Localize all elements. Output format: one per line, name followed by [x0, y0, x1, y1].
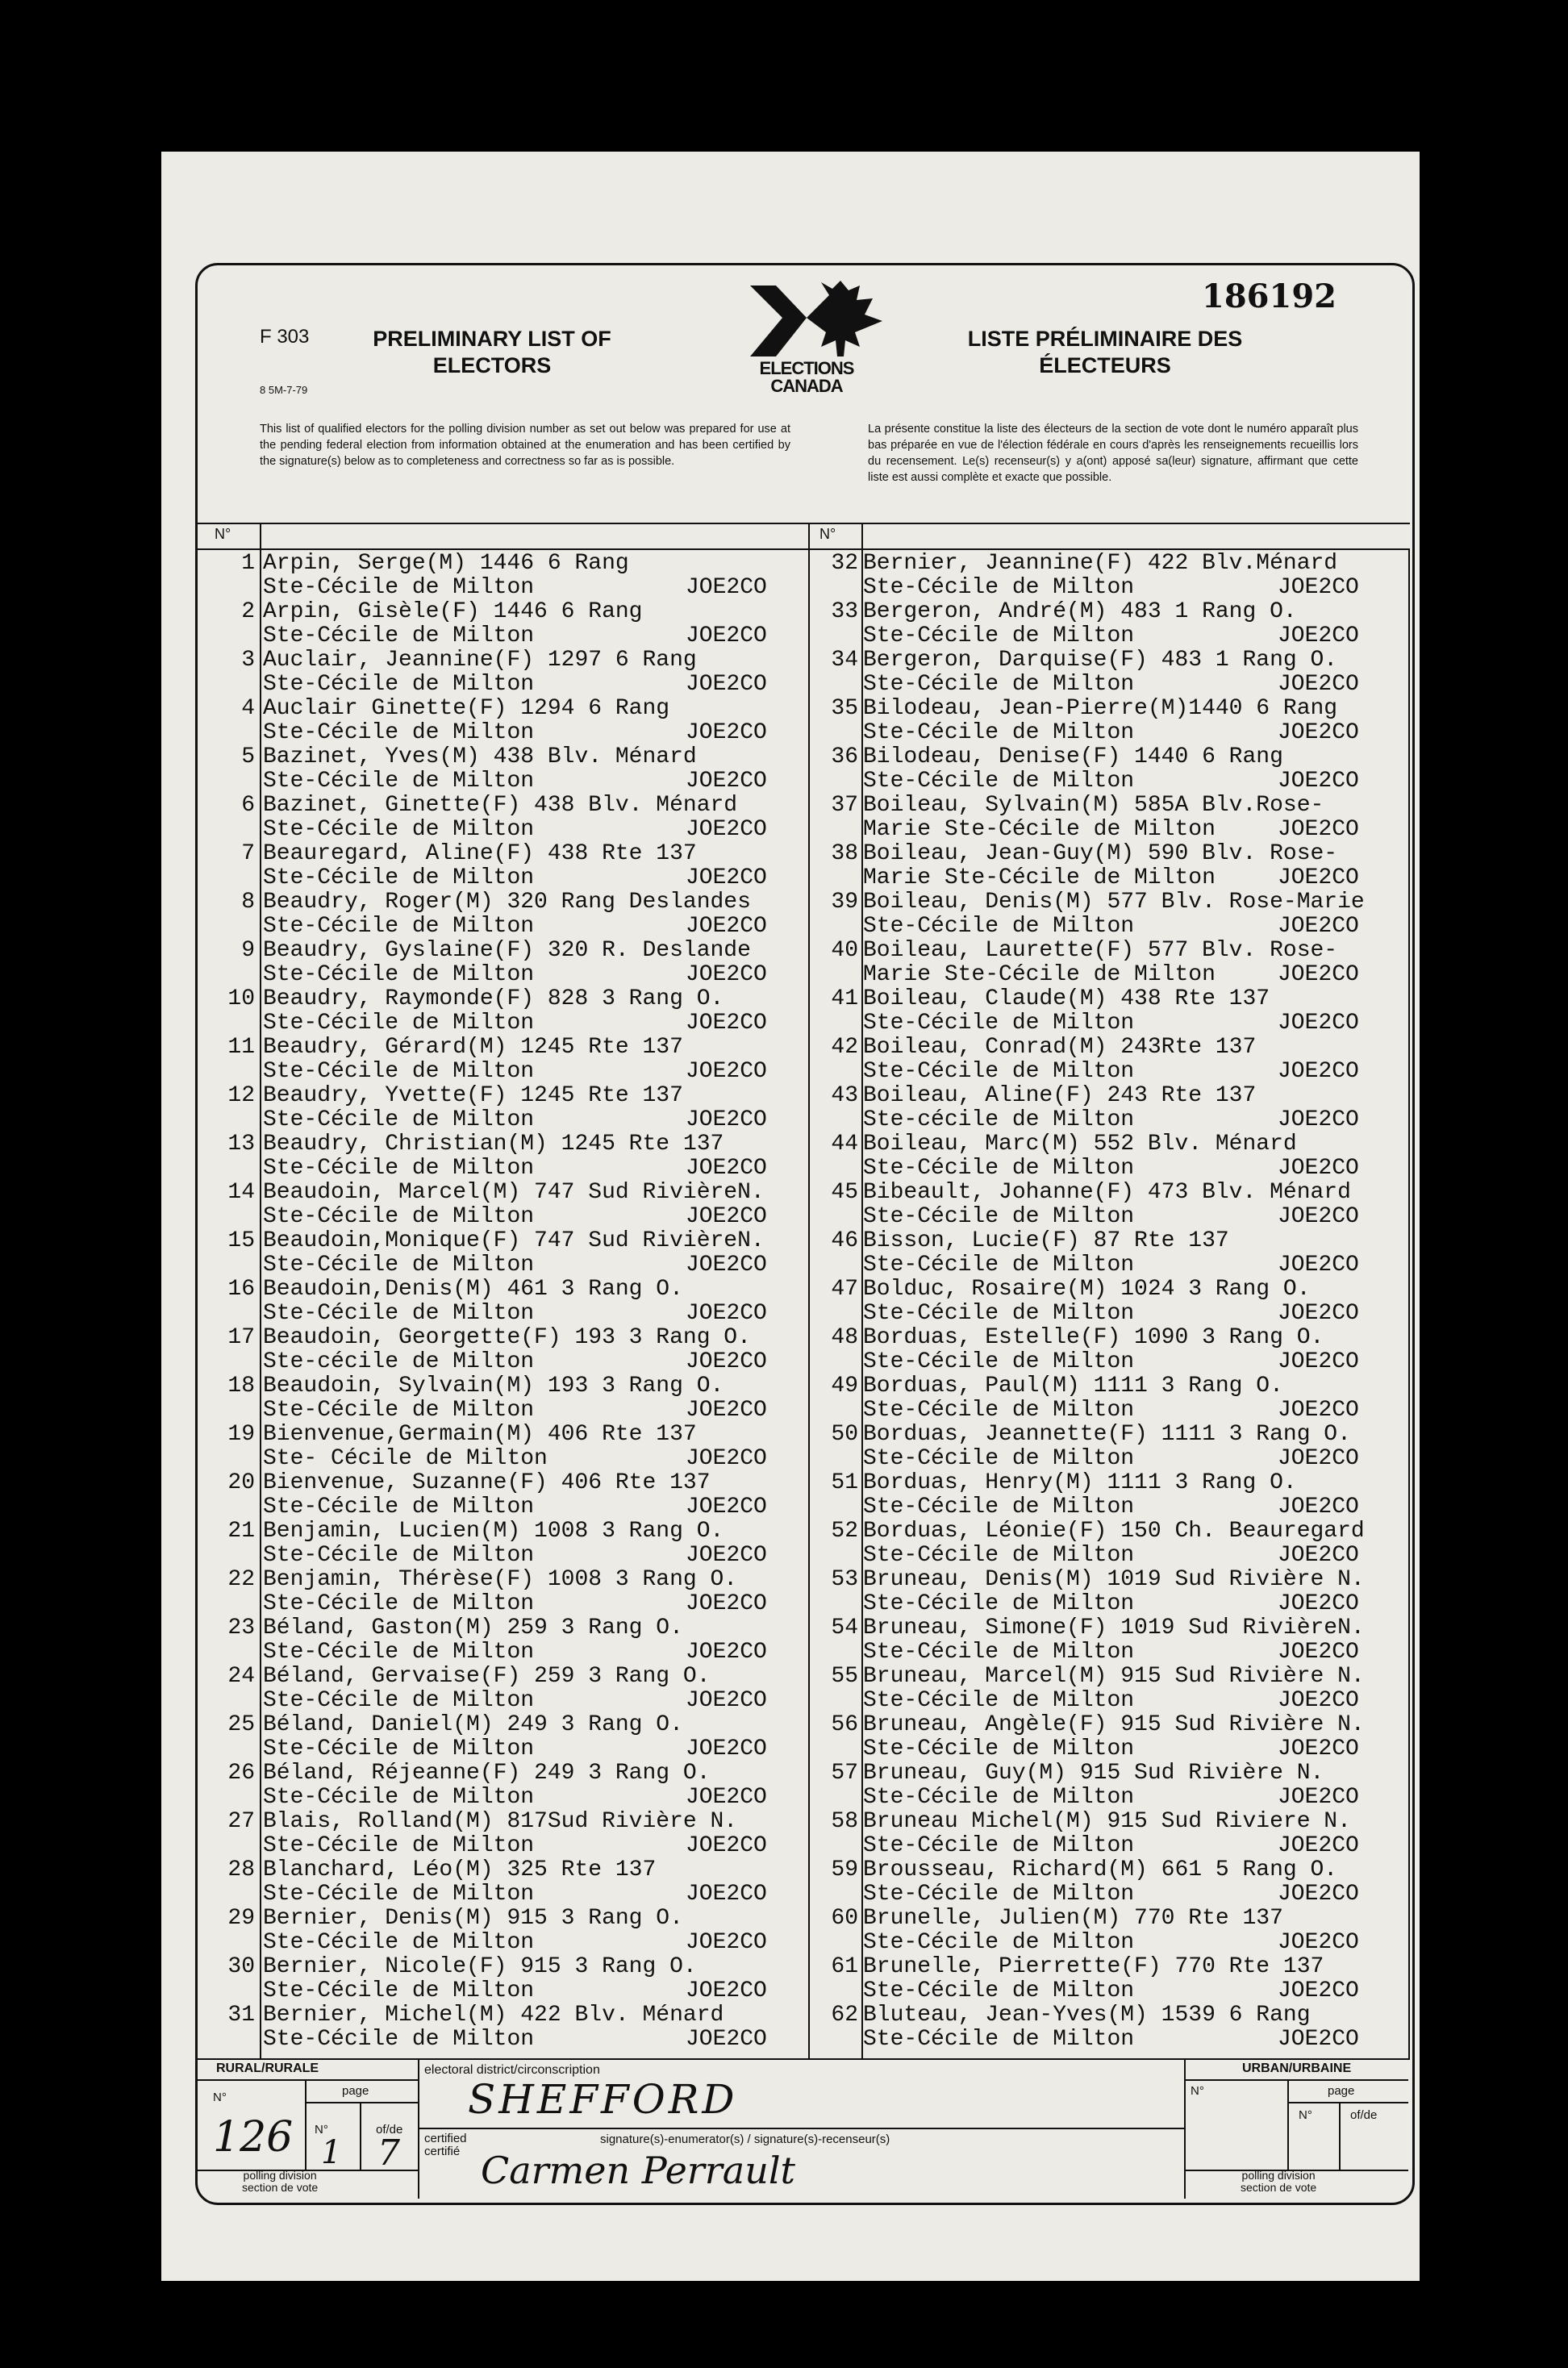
page-total-handwritten: 7 [377, 2132, 400, 2174]
left-number-header: N° [215, 526, 231, 542]
urban-page-no-label: N° [1299, 2108, 1312, 2122]
footer-top-rule [197, 2058, 1410, 2060]
elector-municipality: Ste-Cécile de Milton [863, 1011, 1135, 1036]
elector-municipality: Ste-cécile de Milton [263, 1349, 535, 1374]
elector-municipality: Ste-Cécile de Milton [863, 1495, 1135, 1520]
elector-postal-code: JOE2CO [1278, 1204, 1359, 1229]
elector-municipality: Ste-Cécile de Milton [263, 1398, 535, 1423]
elector-municipality: Ste-Cécile de Milton [863, 1156, 1135, 1181]
elector-municipality: Ste-Cécile de Milton [263, 1833, 535, 1858]
elector-number: 29 [227, 1906, 255, 1931]
elector-number: 39 [831, 890, 858, 915]
elector-number: 57 [831, 1761, 858, 1786]
elector-name-address: Bolduc, Rosaire(M) 1024 3 Rang O. [863, 1277, 1311, 1302]
elector-name-address: Bruneau, Marcel(M) 915 Sud Rivière N. [863, 1664, 1365, 1689]
elector-name-address: Boileau, Conrad(M) 243Rte 137 [863, 1035, 1257, 1060]
elector-postal-code: JOE2CO [1278, 1398, 1359, 1423]
elector-municipality: Ste-Cécile de Milton [863, 914, 1135, 939]
enumerator-signature: Carmen Perrault [481, 2149, 796, 2192]
elector-municipality: Ste-Cécile de Milton [863, 1253, 1135, 1278]
rural-rule [197, 2079, 418, 2081]
elector-name-address: Benjamin, Thérèse(F) 1008 3 Rang O. [263, 1567, 738, 1592]
elector-municipality: Ste-Cécile de Milton [263, 1253, 535, 1278]
elector-postal-code: JOE2CO [686, 914, 767, 939]
elector-name-address: Arpin, Gisèle(F) 1446 6 Rang [263, 599, 643, 624]
elector-number: 10 [227, 986, 255, 1011]
elector-number: 18 [227, 1374, 255, 1399]
elector-number: 22 [227, 1567, 255, 1592]
elector-postal-code: JOE2CO [1278, 1978, 1359, 2003]
elector-number: 48 [831, 1325, 858, 1350]
elector-number: 59 [831, 1857, 858, 1882]
elector-municipality: Ste-Cécile de Milton [263, 1059, 535, 1084]
urban-rule [1184, 2079, 1408, 2081]
elector-name-address: Beaudry, Raymonde(F) 828 3 Rang O. [263, 986, 724, 1011]
elector-number: 52 [831, 1519, 858, 1544]
district-rule [418, 2128, 1184, 2129]
elector-name-address: Bilodeau, Denise(F) 1440 6 Rang [863, 744, 1283, 769]
elector-name-address: Beaudoin,Denis(M) 461 3 Rang O. [263, 1277, 683, 1302]
elector-municipality: Ste-Cécile de Milton [863, 1398, 1135, 1423]
elector-number: 24 [227, 1664, 255, 1689]
elector-postal-code: JOE2CO [1278, 1543, 1359, 1568]
urban-page-divider [1339, 2102, 1341, 2170]
elector-municipality: Ste- Cécile de Milton [263, 1446, 548, 1471]
elector-name-address: Bazinet, Yves(M) 438 Blv. Ménard [263, 744, 697, 769]
elector-name-address: Beaudoin, Marcel(M) 747 Sud RivièreN. [263, 1180, 765, 1205]
elector-postal-code: JOE2CO [686, 623, 767, 648]
elector-number: 44 [831, 1132, 858, 1157]
elector-number: 20 [227, 1470, 255, 1495]
elector-name-address: Brunelle, Pierrette(F) 770 Rte 137 [863, 1954, 1324, 1979]
elector-number: 2 [241, 599, 255, 624]
elector-number: 62 [831, 2003, 858, 2028]
elector-number: 12 [227, 1083, 255, 1108]
elector-number: 41 [831, 986, 858, 1011]
elector-name-address: Béland, Daniel(M) 249 3 Rang O. [263, 1712, 683, 1737]
elector-number: 36 [831, 744, 858, 769]
elector-municipality: Ste-Cécile de Milton [863, 1543, 1135, 1568]
elector-name-address: Bisson, Lucie(F) 87 Rte 137 [863, 1228, 1229, 1253]
elector-postal-code: JOE2CO [1278, 1882, 1359, 1907]
elector-municipality: Ste-Cécile de Milton [863, 1446, 1135, 1471]
elector-postal-code: JOE2CO [686, 1301, 767, 1326]
elector-number: 46 [831, 1228, 858, 1253]
title-english: PRELIMINARY LIST OF ELECTORS [373, 327, 611, 377]
elector-postal-code: JOE2CO [686, 1978, 767, 2003]
urban-label: URBAN/URBAINE [1242, 2062, 1352, 2075]
rural-no-label: N° [213, 2091, 227, 2104]
elector-name-address: Bluteau, Jean-Yves(M) 1539 6 Rang [863, 2003, 1311, 2028]
elector-name-address: Beaudoin, Georgette(F) 193 3 Rang O. [263, 1325, 751, 1350]
elector-number: 1 [241, 551, 255, 576]
elector-postal-code: JOE2CO [1278, 1688, 1359, 1713]
elector-postal-code: JOE2CO [686, 817, 767, 842]
elector-postal-code: JOE2CO [1278, 1930, 1359, 1955]
elector-number: 51 [831, 1470, 858, 1495]
serial-number: 186192 [1202, 277, 1337, 315]
elector-postal-code: JOE2CO [1278, 1591, 1359, 1616]
elector-name-address: Borduas, Jeannette(F) 1111 3 Rang O. [863, 1422, 1351, 1447]
rural-page-rule [305, 2102, 418, 2103]
elector-municipality: Ste-Cécile de Milton [263, 1640, 535, 1665]
poll-number-handwritten: 126 [213, 2113, 294, 2162]
urban-no-label: N° [1191, 2084, 1204, 2098]
elector-number: 47 [831, 1277, 858, 1302]
elector-name-address: Beaudry, Christian(M) 1245 Rte 137 [263, 1132, 724, 1157]
elector-number: 26 [227, 1761, 255, 1786]
elector-name-address: Beaudry, Gérard(M) 1245 Rte 137 [263, 1035, 683, 1060]
elector-postal-code: JOE2CO [1278, 1785, 1359, 1810]
elector-name-address: Bilodeau, Jean-Pierre(M)1440 6 Rang [863, 696, 1338, 721]
elections-canada-logo: ELECTIONS CANADA [726, 279, 887, 400]
elector-postal-code: JOE2CO [1278, 1495, 1359, 1520]
elector-postal-code: JOE2CO [686, 1736, 767, 1761]
elector-postal-code: JOE2CO [1278, 2027, 1359, 2052]
elector-municipality: Ste-Cécile de Milton [263, 672, 535, 697]
elector-number: 49 [831, 1374, 858, 1399]
elector-postal-code: JOE2CO [686, 1253, 767, 1278]
elector-name-address: Boileau, Sylvain(M) 585A Blv.Rose- [863, 793, 1324, 818]
elector-municipality: Ste-Cécile de Milton [263, 1591, 535, 1616]
elector-number: 34 [831, 648, 858, 673]
elector-number: 6 [241, 793, 255, 818]
elector-number: 54 [831, 1615, 858, 1641]
elector-municipality: Ste-Cécile de Milton [863, 1301, 1135, 1326]
elector-municipality: Ste-Cécile de Milton [863, 1688, 1135, 1713]
elector-name-address: Bernier, Nicole(F) 915 3 Rang O. [263, 1954, 697, 1979]
elector-name-address: Borduas, Paul(M) 1111 3 Rang O. [863, 1374, 1283, 1399]
elector-postal-code: JOE2CO [686, 1495, 767, 1520]
elector-name-address: Beauregard, Aline(F) 438 Rte 137 [263, 841, 697, 866]
elector-postal-code: JOE2CO [686, 1059, 767, 1084]
elector-name-address: Beaudoin,Monique(F) 747 Sud RivièreN. [263, 1228, 765, 1253]
elector-municipality: Ste-Cécile de Milton [863, 1785, 1135, 1810]
elector-postal-code: JOE2CO [1278, 575, 1359, 600]
elector-name-address: Bibeault, Johanne(F) 473 Blv. Ménard [863, 1180, 1351, 1205]
table-header-rule [197, 548, 1410, 550]
elector-number: 61 [831, 1954, 858, 1979]
elector-postal-code: JOE2CO [686, 1591, 767, 1616]
elector-municipality: Ste-Cécile de Milton [863, 1640, 1135, 1665]
elector-name-address: Borduas, Henry(M) 1111 3 Rang O. [863, 1470, 1297, 1495]
elector-number: 50 [831, 1422, 858, 1447]
elector-number: 23 [227, 1615, 255, 1641]
elector-municipality: Ste-Cécile de Milton [863, 1833, 1135, 1858]
elector-name-address: Bruneau, Angèle(F) 915 Sud Rivière N. [863, 1712, 1365, 1737]
elector-municipality: Ste-Cécile de Milton [863, 623, 1135, 648]
elector-number: 38 [831, 841, 858, 866]
elector-postal-code: JOE2CO [686, 1204, 767, 1229]
elector-municipality: Ste-Cécile de Milton [263, 1107, 535, 1132]
elector-postal-code: JOE2CO [1278, 1059, 1359, 1084]
elector-name-address: Boileau, Aline(F) 243 Rte 137 [863, 1083, 1257, 1108]
elector-municipality: Ste-Cécile de Milton [263, 769, 535, 794]
elector-municipality: Ste-Cécile de Milton [263, 1543, 535, 1568]
elector-number: 13 [227, 1132, 255, 1157]
elector-name-address: Arpin, Serge(M) 1446 6 Rang [263, 551, 629, 576]
elector-postal-code: JOE2CO [1278, 1833, 1359, 1858]
elector-number: 16 [227, 1277, 255, 1302]
elector-municipality: Ste-Cécile de Milton [263, 623, 535, 648]
elector-name-address: Beaudry, Yvette(F) 1245 Rte 137 [263, 1083, 683, 1108]
elector-number: 17 [227, 1325, 255, 1350]
elector-municipality: Ste-Cécile de Milton [863, 1591, 1135, 1616]
elector-number: 53 [831, 1567, 858, 1592]
urban-inner-divider [1287, 2079, 1289, 2170]
elector-postal-code: JOE2CO [686, 1882, 767, 1907]
elector-municipality: Ste-cécile de Milton [863, 1107, 1135, 1132]
elector-postal-code: JOE2CO [1278, 817, 1359, 842]
elector-postal-code: JOE2CO [686, 962, 767, 987]
elector-postal-code: JOE2CO [1278, 865, 1359, 890]
elector-municipality: Ste-Cécile de Milton [863, 2027, 1135, 2052]
elector-name-address: Brunelle, Julien(M) 770 Rte 137 [863, 1906, 1283, 1931]
elector-municipality: Ste-Cécile de Milton [263, 1736, 535, 1761]
rural-polling-label: polling division section de vote [242, 2169, 319, 2194]
elector-number: 58 [831, 1809, 858, 1834]
elector-municipality: Ste-Cécile de Milton [863, 1978, 1135, 2003]
elector-name-address: Auclair, Jeannine(F) 1297 6 Rang [263, 648, 697, 673]
elector-municipality: Ste-Cécile de Milton [863, 769, 1135, 794]
elector-postal-code: JOE2CO [686, 1640, 767, 1665]
elector-name-address: Benjamin, Lucien(M) 1008 3 Rang O. [263, 1519, 724, 1544]
elector-postal-code: JOE2CO [686, 1446, 767, 1471]
elector-postal-code: JOE2CO [686, 1107, 767, 1132]
elector-postal-code: JOE2CO [686, 1688, 767, 1713]
elector-name-address: Bruneau Michel(M) 915 Sud Riviere N. [863, 1809, 1351, 1834]
elector-name-address: Bienvenue, Suzanne(F) 406 Rte 137 [263, 1470, 711, 1495]
elector-municipality: Ste-Cécile de Milton [863, 575, 1135, 600]
elector-name-address: Beaudry, Roger(M) 320 Rang Deslandes [263, 890, 751, 915]
elector-number: 21 [227, 1519, 255, 1544]
elector-municipality: Ste-Cécile de Milton [263, 1011, 535, 1036]
elector-number: 25 [227, 1712, 255, 1737]
rural-page-no-label: N° [315, 2123, 328, 2137]
elector-number: 3 [241, 648, 255, 673]
elector-municipality: Ste-Cécile de Milton [263, 1882, 535, 1907]
elector-municipality: Ste-Cécile de Milton [263, 575, 535, 600]
elector-postal-code: JOE2CO [1278, 1349, 1359, 1374]
elector-municipality: Ste-Cécile de Milton [863, 1882, 1135, 1907]
elector-name-address: Bernier, Michel(M) 422 Blv. Ménard [263, 2003, 724, 2028]
elector-municipality: Marie Ste-Cécile de Milton [863, 865, 1216, 890]
elector-municipality: Marie Ste-Cécile de Milton [863, 817, 1216, 842]
form-revision: 8 5M-7-79 [260, 384, 308, 396]
elector-number: 27 [227, 1809, 255, 1834]
elector-name-address: Bergeron, André(M) 483 1 Rang O. [863, 599, 1297, 624]
elector-name-address: Blais, Rolland(M) 817Sud Rivière N. [263, 1809, 738, 1834]
elector-municipality: Ste-Cécile de Milton [263, 1156, 535, 1181]
elector-postal-code: JOE2CO [686, 865, 767, 890]
elector-number: 15 [227, 1228, 255, 1253]
elector-name-address: Boileau, Marc(M) 552 Blv. Ménard [863, 1132, 1297, 1157]
elector-municipality: Ste-Cécile de Milton [263, 1495, 535, 1520]
elector-municipality: Ste-Cécile de Milton [263, 1688, 535, 1713]
elector-number: 5 [241, 744, 255, 769]
elector-postal-code: JOE2CO [686, 1349, 767, 1374]
elector-postal-code: JOE2CO [1278, 1301, 1359, 1326]
elector-number: 19 [227, 1422, 255, 1447]
elector-name-address: Boileau, Denis(M) 577 Blv. Rose-Marie [863, 890, 1365, 915]
elector-name-address: Borduas, Léonie(F) 150 Ch. Beauregard [863, 1519, 1365, 1544]
elector-number: 7 [241, 841, 255, 866]
elector-municipality: Ste-Cécile de Milton [863, 1349, 1135, 1374]
elector-name-address: Bazinet, Ginette(F) 438 Blv. Ménard [263, 793, 738, 818]
elector-postal-code: JOE2CO [1278, 1640, 1359, 1665]
elector-number: 60 [831, 1906, 858, 1931]
elector-postal-code: JOE2CO [686, 1833, 767, 1858]
elector-number: 45 [831, 1180, 858, 1205]
elector-postal-code: JOE2CO [1278, 914, 1359, 939]
elector-municipality: Marie Ste-Cécile de Milton [863, 962, 1216, 987]
elector-postal-code: JOE2CO [686, 1543, 767, 1568]
elector-name-address: Bienvenue,Germain(M) 406 Rte 137 [263, 1422, 697, 1447]
elector-name-address: Boileau, Laurette(F) 577 Blv. Rose- [863, 938, 1338, 963]
elector-municipality: Ste-Cécile de Milton [263, 817, 535, 842]
elector-name-address: Bergeron, Darquise(F) 483 1 Rang O. [863, 648, 1338, 673]
elector-number: 56 [831, 1712, 858, 1737]
elector-municipality: Ste-Cécile de Milton [263, 865, 535, 890]
elector-name-address: Boileau, Jean-Guy(M) 590 Blv. Rose- [863, 841, 1338, 866]
elector-number: 40 [831, 938, 858, 963]
form-number: F 303 [260, 326, 310, 348]
elector-name-address: Bruneau, Denis(M) 1019 Sud Rivière N. [863, 1567, 1365, 1592]
urban-page-label: page [1328, 2084, 1355, 2098]
elector-postal-code: JOE2CO [686, 1785, 767, 1810]
elector-municipality: Ste-Cécile de Milton [263, 720, 535, 745]
elector-postal-code: JOE2CO [686, 2027, 767, 2052]
elector-name-address: Bruneau, Simone(F) 1019 Sud RivièreN. [863, 1615, 1365, 1641]
elector-postal-code: JOE2CO [1278, 1446, 1359, 1471]
elector-municipality: Ste-Cécile de Milton [863, 1930, 1135, 1955]
elector-municipality: Ste-Cécile de Milton [263, 1978, 535, 2003]
elector-municipality: Ste-Cécile de Milton [263, 2027, 535, 2052]
right-number-header: N° [819, 526, 836, 542]
elector-municipality: Ste-Cécile de Milton [863, 1059, 1135, 1084]
elector-postal-code: JOE2CO [1278, 720, 1359, 745]
elector-number: 43 [831, 1083, 858, 1108]
elector-postal-code: JOE2CO [1278, 1011, 1359, 1036]
elector-number: 55 [831, 1664, 858, 1689]
district-handwritten: SHEFFORD [468, 2076, 738, 2123]
rural-page-label: page [342, 2084, 369, 2098]
certified-label: certified certifié [424, 2132, 467, 2158]
maple-leaf-x-icon [726, 279, 887, 360]
elector-number: 4 [241, 696, 255, 721]
elector-postal-code: JOE2CO [1278, 962, 1359, 987]
rural-inner-divider [305, 2079, 307, 2170]
urban-page-of-label: of/de [1350, 2108, 1378, 2122]
urban-page-rule [1287, 2102, 1408, 2103]
intro-text-english: This list of qualified electors for the polling division number as set out below was prepared for use at the pending federal election from information obtained at the enumeration and has been certified by the signature(s) below as to completeness and correctness so far as is possible. [260, 423, 790, 468]
elector-name-address: Boileau, Claude(M) 438 Rte 137 [863, 986, 1270, 1011]
elector-name-address: Béland, Gaston(M) 259 3 Rang O. [263, 1615, 683, 1641]
elector-municipality: Ste-Cécile de Milton [263, 1785, 535, 1810]
elector-postal-code: JOE2CO [1278, 769, 1359, 794]
district-label: electoral district/circonscription [424, 2063, 600, 2077]
elector-postal-code: JOE2CO [686, 769, 767, 794]
elector-postal-code: JOE2CO [686, 1930, 767, 1955]
elector-name-address: Blanchard, Léo(M) 325 Rte 137 [263, 1857, 657, 1882]
elector-municipality: Ste-Cécile de Milton [863, 672, 1135, 697]
rural-page-divider [360, 2102, 361, 2170]
elector-municipality: Ste-Cécile de Milton [863, 1736, 1135, 1761]
elector-postal-code: JOE2CO [1278, 623, 1359, 648]
elector-name-address: Auclair Ginette(F) 1294 6 Rang [263, 696, 670, 721]
elector-number: 33 [831, 599, 858, 624]
elector-municipality: Ste-Cécile de Milton [263, 962, 535, 987]
signature-label: signature(s)-enumerator(s) / signature(s)-recenseur(s) [600, 2132, 890, 2146]
intro-text-french: La présente constitue la liste des électeurs de la section de vote dont le numéro apparaît plus bas préparée en vue de l'élection fédérale en cours d'après les renseignements recueillis lors du recensement. Le(s) recenseur(s) y a(ont) apposé sa(leur) signature, affirmant que cette liste est aussi complète et exacte que possible. [868, 423, 1358, 484]
elector-municipality: Ste-Cécile de Milton [863, 1204, 1135, 1229]
elector-number: 8 [241, 890, 255, 915]
elector-postal-code: JOE2CO [1278, 1736, 1359, 1761]
elector-name-address: Béland, Réjeanne(F) 249 3 Rang O. [263, 1761, 711, 1786]
elector-number: 28 [227, 1857, 255, 1882]
page-number-handwritten: 1 [321, 2134, 342, 2171]
elector-municipality: Ste-Cécile de Milton [863, 720, 1135, 745]
rural-label: RURAL/RURALE [216, 2062, 319, 2075]
elector-number: 32 [831, 551, 858, 576]
urban-polling-label: polling division section de vote [1241, 2169, 1317, 2194]
elector-municipality: Ste-Cécile de Milton [263, 1930, 535, 1955]
elector-postal-code: JOE2CO [1278, 1156, 1359, 1181]
elector-number: 35 [831, 696, 858, 721]
title-french: LISTE PRÉLIMINAIRE DES ÉLECTEURS [967, 327, 1243, 377]
right-edge-rule [1408, 548, 1410, 2058]
elector-postal-code: JOE2CO [686, 575, 767, 600]
elector-number: 30 [227, 1954, 255, 1979]
elector-name-address: Borduas, Estelle(F) 1090 3 Rang O. [863, 1325, 1324, 1350]
elector-number: 42 [831, 1035, 858, 1060]
elector-municipality: Ste-Cécile de Milton [263, 914, 535, 939]
elector-number: 31 [227, 2003, 255, 2028]
elector-municipality: Ste-Cécile de Milton [263, 1301, 535, 1326]
elector-postal-code: JOE2CO [686, 672, 767, 697]
elector-number: 37 [831, 793, 858, 818]
elector-postal-code: JOE2CO [686, 1011, 767, 1036]
elector-postal-code: JOE2CO [686, 720, 767, 745]
elector-name-address: Beaudry, Gyslaine(F) 320 R. Deslande [263, 938, 751, 963]
elector-postal-code: JOE2CO [1278, 1253, 1359, 1278]
elector-name-address: Bruneau, Guy(M) 915 Sud Rivière N. [863, 1761, 1324, 1786]
elector-name-address: Bernier, Jeannine(F) 422 Blv.Ménard [863, 551, 1338, 576]
elector-number: 9 [241, 938, 255, 963]
elector-postal-code: JOE2CO [1278, 672, 1359, 697]
elector-postal-code: JOE2CO [1278, 1107, 1359, 1132]
elector-name-address: Brousseau, Richard(M) 661 5 Rang O. [863, 1857, 1338, 1882]
elector-postal-code: JOE2CO [686, 1398, 767, 1423]
elector-number: 11 [227, 1035, 255, 1060]
elector-name-address: Beaudoin, Sylvain(M) 193 3 Rang O. [263, 1374, 724, 1399]
table-top-rule [197, 523, 1410, 524]
rural-page-of-label: of/de [376, 2123, 403, 2137]
left-number-column-rule [260, 523, 261, 2058]
elector-municipality: Ste-Cécile de Milton [263, 1204, 535, 1229]
elector-name-address: Bernier, Denis(M) 915 3 Rang O. [263, 1906, 683, 1931]
elector-postal-code: JOE2CO [686, 1156, 767, 1181]
elector-name-address: Béland, Gervaise(F) 259 3 Rang O. [263, 1664, 711, 1689]
elector-number: 14 [227, 1180, 255, 1205]
